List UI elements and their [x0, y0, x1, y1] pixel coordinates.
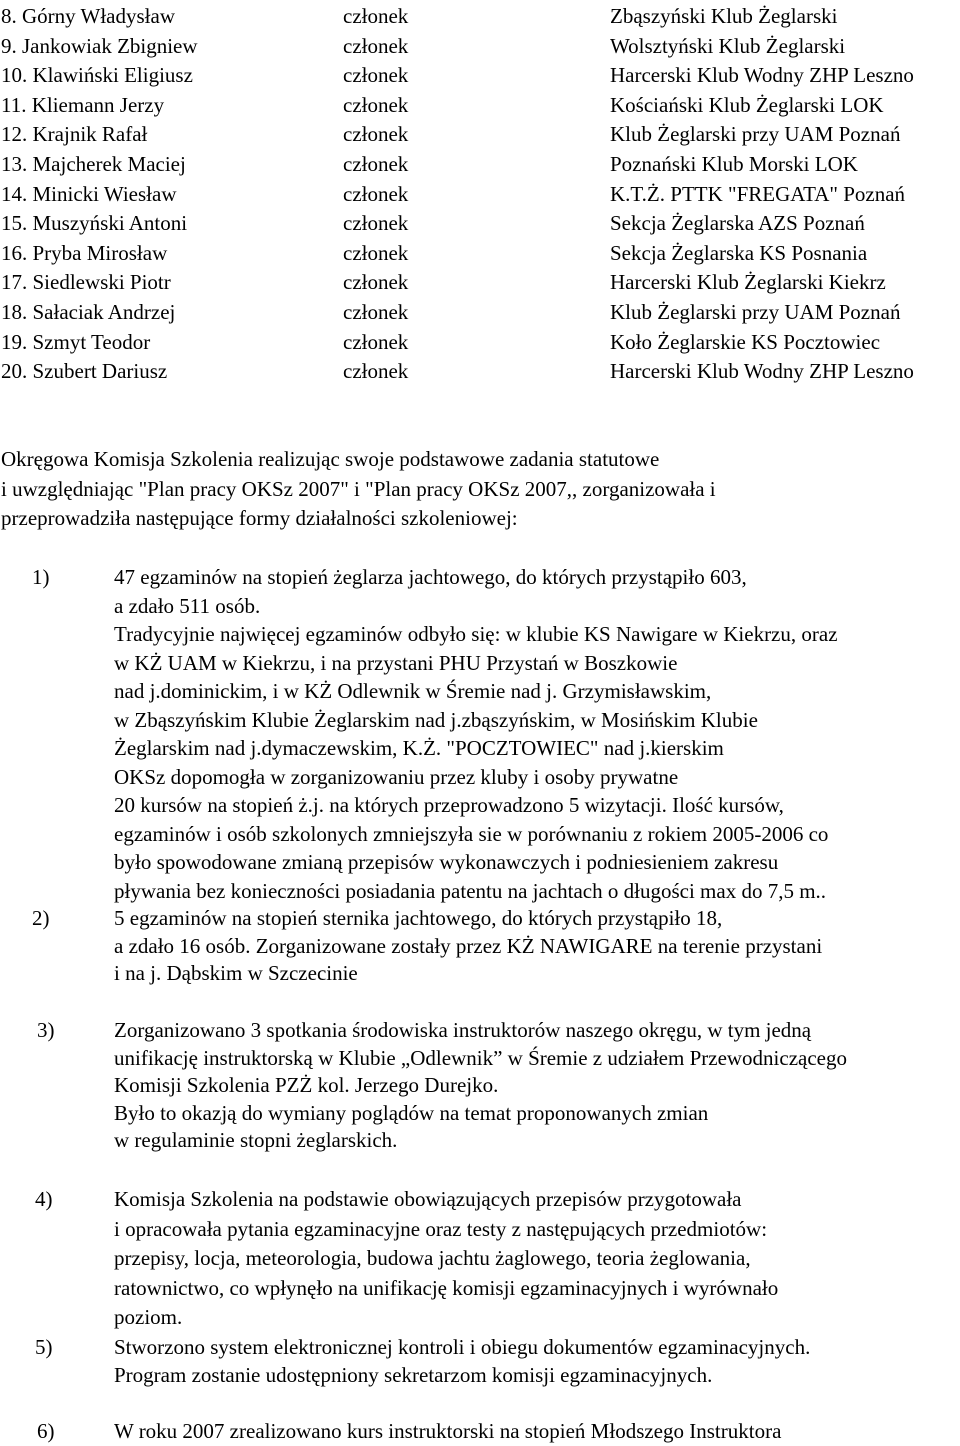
list-item-number: 6) — [37, 1419, 55, 1443]
member-name: 15. Muszyński Antoni — [1, 211, 188, 236]
member-role: członek — [343, 4, 409, 28]
member-club: K.T.Ż. PTTK "FREGATA" Poznań — [610, 181, 906, 206]
member-name: 20. Szubert Dariusz — [1, 359, 168, 384]
member-name: 11. Kliemann Jerzy — [1, 92, 165, 117]
member-name: 17. Siedlewski Piotr — [1, 270, 171, 295]
list-item-line: a zdało 16 osób. Zorganizowane zostały przez KŻ NAWIGARE na terenie przystani — [114, 933, 823, 958]
member-row — [0, 32, 960, 62]
member-role: członek — [343, 33, 409, 58]
member-club: Koło Żeglarskie KS Pocztowiec — [610, 329, 881, 354]
list-item-line: nad j.dominickim, i w KŻ Odlewnik w Śremie nad j. Grzymisławskim, — [114, 679, 712, 703]
intro-line: przeprowadziła następujące formy działalności szkoleniowej: — [1, 506, 518, 530]
member-row — [0, 61, 960, 91]
member-row — [0, 2, 960, 32]
list-item-body — [114, 1418, 781, 1446]
member-name: 9. Jankowiak Zbigniew — [1, 33, 198, 58]
list-item-body — [114, 1185, 778, 1333]
list-item-number: 5) — [35, 1335, 53, 1359]
member-role: członek — [343, 181, 409, 206]
member-role: członek — [343, 63, 409, 88]
list-item-body — [114, 905, 822, 988]
member-name: 19. Szmyt Teodor — [1, 329, 151, 354]
member-row — [0, 150, 960, 180]
member-row — [0, 328, 960, 358]
list-item-line: Zorganizowano 3 spotkania środowiska instruktorów naszego okręgu, w tym jedną — [114, 1018, 812, 1042]
member-club: Zbąszyński Klub Żeglarski — [610, 4, 838, 28]
member-name: 18. Sałaciak Andrzej — [1, 299, 176, 324]
member-role: członek — [343, 211, 409, 236]
member-row — [0, 357, 960, 387]
intro-paragraph — [1, 445, 956, 534]
member-role: członek — [343, 270, 409, 295]
list-item-line: przepisy, locja, meteorologia, budowa jachtu żaglowego, teoria żeglowania, — [114, 1246, 751, 1270]
list-item-line: i na j. Dąbskim w Szczecinie — [114, 961, 358, 985]
list-item-line: egzaminów i osób szkolonych zmniejszyła sie w porównaniu z rokiem 2005-2006 co — [114, 821, 829, 846]
list-item-line: a zdało 511 osób. — [114, 593, 261, 618]
member-row — [0, 209, 960, 239]
member-role: członek — [343, 329, 409, 354]
member-role: członek — [343, 122, 409, 147]
list-item-line: w Zbąszyńskim Klubie Żeglarskim nad j.zbąszyńskim, w Mosińskim Klubie — [114, 707, 758, 732]
member-club: Klub Żeglarski przy UAM Poznań — [610, 299, 901, 324]
member-row — [0, 268, 960, 298]
member-role: członek — [343, 299, 409, 324]
member-club: Poznański Klub Morski LOK — [610, 151, 858, 176]
list-item-body — [114, 1334, 810, 1389]
list-item-line: i opracowała pytania egzaminacyjne oraz testy z następujących przedmiotów: — [114, 1216, 768, 1241]
member-name: 13. Majcherek Maciej — [1, 151, 186, 176]
member-club: Harcerski Klub Wodny ZHP Leszno — [610, 359, 914, 384]
list-item-line: Komisja Szkolenia na podstawie obowiązujących przepisów przygotowała — [114, 1187, 742, 1211]
member-row — [0, 298, 960, 328]
member-club: Sekcja Żeglarska KS Posnania — [610, 240, 868, 265]
member-row — [0, 120, 960, 150]
intro-line: i uwzględniając "Plan pracy OKSz 2007" i "Plan pracy OKSz 2007,, zorganizowała i — [1, 476, 716, 501]
list-item-line: OKSz dopomogła w zorganizowaniu przez kluby i osoby prywatne — [114, 764, 679, 789]
list-item-line: unifikację instruktorską w Klubie „Odlewnik” w Śremie z udziałem Przewodniczącego — [114, 1045, 848, 1070]
member-role: członek — [343, 92, 409, 117]
list-item-line: Stworzono system elektronicznej kontroli i obiegu dokumentów egzaminacyjnych. — [114, 1335, 811, 1359]
list-item-line: w KŻ UAM w Kiekrzu, i na przystani PHU Przystań w Boszkowie — [114, 650, 678, 675]
list-item-line: 47 egzaminów na stopień żeglarza jachtowego, do których przystąpiło 603, — [114, 565, 747, 589]
list-item-line: Żeglarskim nad j.dymaczewskim, K.Ż. "POCZTOWIEC" nad j.kierskim — [114, 736, 724, 760]
list-item-number: 4) — [35, 1187, 53, 1211]
member-role: członek — [343, 359, 409, 384]
member-role: członek — [343, 240, 409, 265]
list-item-line: 5 egzaminów na stopień sternika jachtowego, do których przystąpiło 18, — [114, 906, 723, 930]
member-role: członek — [343, 151, 409, 176]
list-item-line: 20 kursów na stopień ż.j. na których przeprowadzono 5 wizytacji. Ilość kursów, — [114, 793, 784, 817]
member-club: Sekcja Żeglarska AZS Poznań — [610, 211, 865, 236]
list-item-line: Program zostanie udostępniony sekretarzom komisji egzaminacyjnych. — [114, 1362, 713, 1387]
list-item-line: było spowodowane zmianą przepisów wykonawczych i podniesieniem zakresu — [114, 850, 779, 874]
list-item-number: 1) — [32, 565, 50, 589]
member-club: Wolsztyński Klub Żeglarski — [610, 33, 846, 58]
member-name: 12. Krajnik Rafał — [1, 122, 148, 147]
list-item-number: 2) — [32, 906, 50, 930]
member-name: 8. Górny Władysław — [1, 4, 175, 28]
member-row — [0, 239, 960, 269]
member-name: 14. Minicki Wiesław — [1, 181, 177, 206]
list-item-body — [114, 1017, 847, 1155]
member-row — [0, 180, 960, 210]
member-club: Klub Żeglarski przy UAM Poznań — [610, 122, 901, 147]
list-item-line: W roku 2007 zrealizowano kurs instruktorski na stopień Młodszego Instruktora — [114, 1419, 782, 1443]
member-name: 10. Klawiński Eligiusz — [1, 63, 193, 88]
member-club: Harcerski Klub Wodny ZHP Leszno — [610, 63, 914, 88]
list-item-line: Tradycyjnie najwięcej egzaminów odbyło się: w klubie KS Nawigare w Kiekrzu, oraz — [114, 622, 838, 646]
list-item-body — [114, 563, 838, 905]
list-item-line: pływania bez konieczności posiadania patentu na jachtach o długości max do 7,5 m.. — [114, 878, 827, 903]
list-item-line: poziom. — [114, 1305, 183, 1329]
intro-line: Okręgowa Komisja Szkolenia realizując swoje podstawowe zadania statutowe — [1, 447, 660, 471]
list-item-line: ratownictwo, co wpłynęło na unifikację komisji egzaminacyjnych i wyrównało — [114, 1275, 779, 1300]
member-club: Kościański Klub Żeglarski LOK — [610, 92, 884, 117]
members-list — [0, 2, 960, 387]
member-club: Harcerski Klub Żeglarski Kiekrz — [610, 270, 886, 295]
list-item-number: 3) — [37, 1018, 55, 1042]
list-item-line: Było to okazją do wymiany poglądów na temat proponowanych zmian — [114, 1100, 709, 1125]
list-item-line: Komisji Szkolenia PZŻ kol. Jerzego Durejko. — [114, 1073, 499, 1097]
member-row — [0, 91, 960, 121]
list-item-line: w regulaminie stopni żeglarskich. — [114, 1128, 398, 1152]
member-name: 16. Pryba Mirosław — [1, 240, 168, 265]
